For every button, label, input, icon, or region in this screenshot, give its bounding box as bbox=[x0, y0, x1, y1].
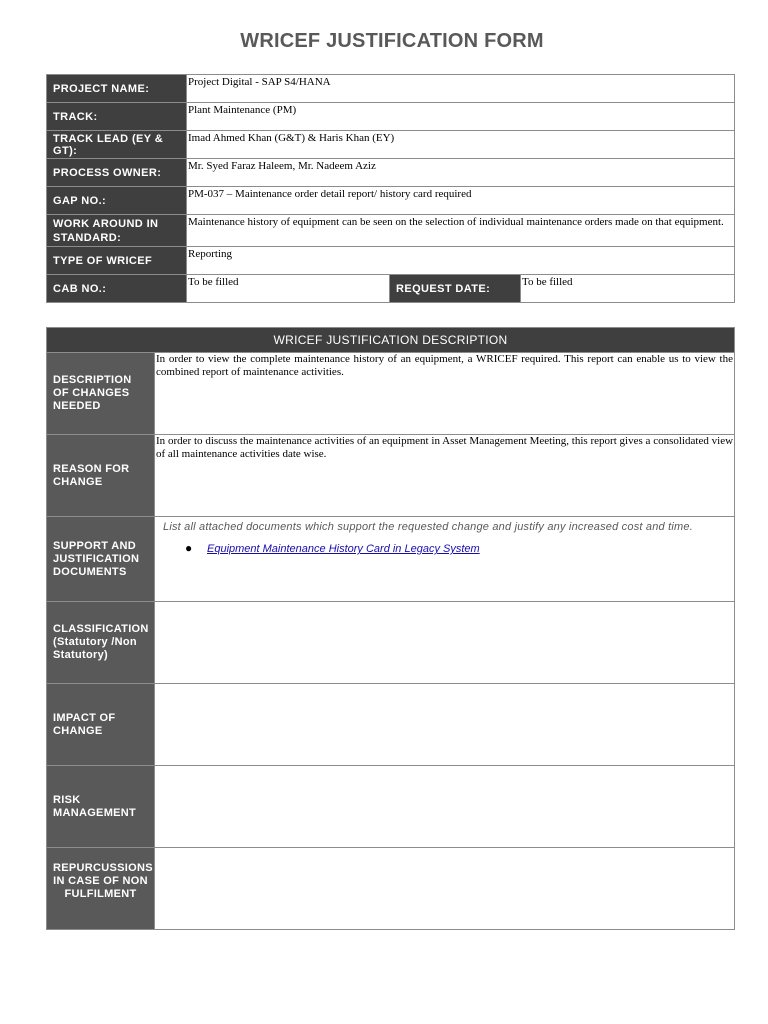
process-owner-row bbox=[47, 159, 735, 187]
changes-value[interactable]: In order to view the complete maintenance history of an equipment, a WRICEF required. This report can enable us to view the combined report of maintenance activities. bbox=[155, 353, 735, 435]
risk-value[interactable] bbox=[155, 766, 735, 848]
classification-row bbox=[47, 602, 735, 684]
track-label: TRACK: bbox=[47, 103, 187, 131]
impact-label: IMPACT OF CHANGE bbox=[47, 684, 155, 766]
track-value[interactable]: Plant Maintenance (PM) bbox=[187, 103, 735, 131]
support-label: SUPPORT AND JUSTIFICATION DOCUMENTS bbox=[47, 517, 155, 602]
track-lead-row bbox=[47, 131, 735, 159]
justification-description-table bbox=[46, 327, 735, 930]
gap-no-row bbox=[47, 187, 735, 215]
gap-no-label: GAP NO.: bbox=[47, 187, 187, 215]
type-value[interactable]: Reporting bbox=[187, 247, 735, 275]
support-row bbox=[47, 517, 735, 602]
process-owner-label: PROCESS OWNER: bbox=[47, 159, 187, 187]
list-item bbox=[185, 541, 734, 555]
support-doc-list bbox=[155, 541, 734, 555]
risk-row bbox=[47, 766, 735, 848]
cab-label: CAB NO.: bbox=[47, 275, 187, 303]
support-note: List all attached documents which support the requested change and justify any increased cost and time. bbox=[163, 521, 693, 533]
type-label: TYPE OF WRICEF bbox=[47, 247, 187, 275]
cab-value[interactable]: To be filled bbox=[187, 275, 390, 303]
work-around-row bbox=[47, 215, 735, 247]
section-header: WRICEF JUSTIFICATION DESCRIPTION bbox=[47, 328, 735, 353]
repercussions-row bbox=[47, 848, 735, 930]
request-date-label: REQUEST DATE: bbox=[390, 275, 521, 303]
project-name-label: PROJECT NAME: bbox=[47, 75, 187, 103]
reason-label: REASON FOR CHANGE bbox=[47, 435, 155, 517]
risk-label: RISK MANAGEMENT bbox=[47, 766, 155, 848]
work-around-label: WORK AROUND IN STANDARD: bbox=[47, 215, 187, 247]
changes-row bbox=[47, 353, 735, 435]
impact-value[interactable] bbox=[155, 684, 735, 766]
changes-label: DESCRIPTION OF CHANGES NEEDED bbox=[47, 353, 155, 435]
track-lead-label: TRACK LEAD (EY & GT): bbox=[47, 131, 187, 159]
request-date-value[interactable]: To be filled bbox=[521, 275, 735, 303]
repercussions-label: REPURCUSSIONS IN CASE OF NON FULFILMENT bbox=[47, 848, 155, 930]
impact-row bbox=[47, 684, 735, 766]
track-row bbox=[47, 103, 735, 131]
support-doc-link[interactable]: Equipment Maintenance History Card in Legacy System bbox=[207, 543, 480, 555]
project-name-row bbox=[47, 75, 735, 103]
work-around-value[interactable]: Maintenance history of equipment can be seen on the selection of individual maintenance orders made on that equipment. bbox=[187, 215, 735, 247]
process-owner-value[interactable]: Mr. Syed Faraz Haleem, Mr. Nadeem Aziz bbox=[187, 159, 735, 187]
reason-value[interactable]: In order to discuss the maintenance activities of an equipment in Asset Management Meeting, this report gives a consolidated view of all maintenance activities date wise. bbox=[155, 435, 735, 517]
project-name-value[interactable]: Project Digital - SAP S4/HANA bbox=[187, 75, 735, 103]
section-header-row bbox=[47, 328, 735, 353]
gap-no-value[interactable]: PM-037 – Maintenance order detail report/ history card required bbox=[187, 187, 735, 215]
classification-value[interactable] bbox=[155, 602, 735, 684]
cab-row bbox=[47, 275, 735, 303]
page-title: WRICEF JUSTIFICATION FORM bbox=[240, 30, 544, 52]
project-info-table bbox=[46, 74, 735, 303]
classification-label: CLASSIFICATION (Statutory /Non Statutory) bbox=[47, 602, 155, 684]
track-lead-value[interactable]: Imad Ahmed Khan (G&T) & Haris Khan (EY) bbox=[187, 131, 735, 159]
repercussions-value[interactable] bbox=[155, 848, 735, 930]
support-cell[interactable] bbox=[155, 517, 735, 602]
bullet-icon: ● bbox=[185, 541, 193, 555]
type-row bbox=[47, 247, 735, 275]
reason-row bbox=[47, 435, 735, 517]
